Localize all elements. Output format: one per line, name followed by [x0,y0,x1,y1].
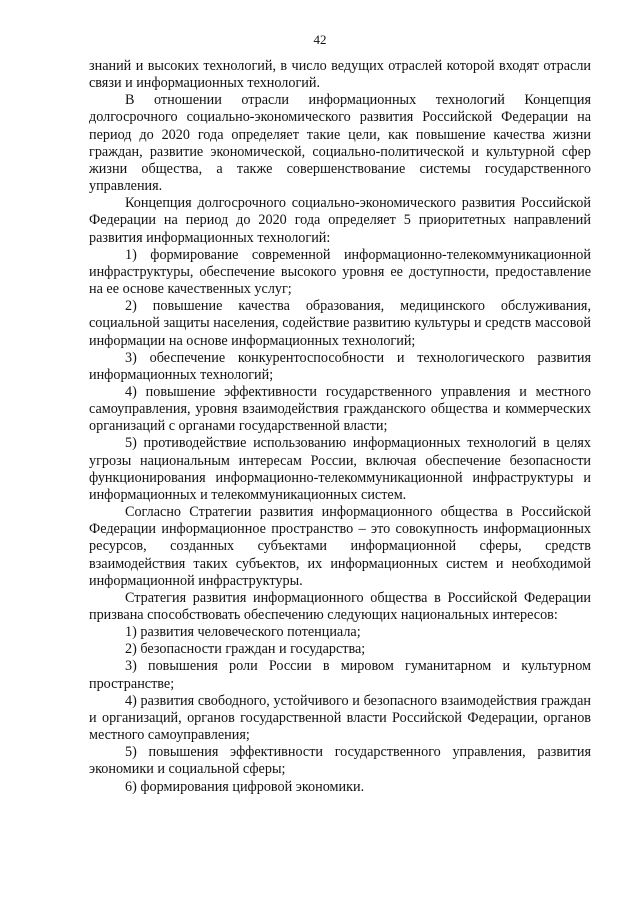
body-text [89,58,591,796]
list-item-interest-4: 4) развития свободного, устойчивого и безопасного взаимодействия граждан и организаций, органов государственной власти Российской Федерации, органов местного самоуправления; [89,692,591,744]
list-item-direction-3: 3) обеспечение конкурентоспособности и технологического развития информационных технологий; [89,349,591,383]
paragraph-information-space: Согласно Стратегии развития информационного общества в Российской Федерации информационное пространство – это совокупность информационных ресурсов, созданных субъектами информационной сферы, средств взаимодействия таких субъектов, их информационных систем и необходимой информационной инфраструктуры. [89,504,591,589]
list-item-direction-5: 5) противодействие использованию информационных технологий в целях угрозы национальным интересам России, включая обеспечение безопасности функционирования информационно-телекоммуникационной инфраструктуры и информационных и телекоммуникационных систем. [89,435,591,503]
list-item-interest-3: 3) повышения роли России в мировом гуманитарном и культурном пространстве; [89,658,591,692]
page-number: 42 [313,32,327,47]
list-item-interest-2: 2) безопасности граждан и государства; [125,641,366,658]
paragraph-intro-continuation: знаний и высоких технологий, в число ведущих отраслей которой входят отрасли связи и информационных технологий. [89,58,591,92]
list-item-interest-5: 5) повышения эффективности государственного управления, развития экономики и социальной сферы; [89,744,591,778]
paragraph-it-goals: В отношении отрасли информационных технологий Концепция долгосрочного социально-экономического развития Российской Федерации на период до 2020 года определяет такие цели, как повышение качества жизни граждан, развитие экономической, социально-политической и культурной сфер жизни общества, а также совершенствование системы государственного управления. [89,92,591,195]
list-item-direction-2: 2) повышение качества образования, медицинского обслуживания, социальной защиты населения, содействие развитию культуры и средств массовой информации на основе информационных технологий; [89,298,591,349]
list-item-interest-6: 6) формирования цифровой экономики. [125,778,365,795]
paragraph-priority-directions: Концепция долгосрочного социально-экономического развития Российской Федерации на период до 2020 года определяет 5 приоритетных направлений развития информационных технологий: [89,195,591,246]
list-item-direction-4: 4) повышение эффективности государственного управления и местного самоуправления, уровня взаимодействия гражданского общества и коммерческих организаций с органами государственной власти; [89,383,591,435]
list-item-direction-1: 1) формирование современной информационно-телекоммуникационной инфраструктуры, обеспечение высокого уровня ее доступности, предоставление на ее основе качественных услуг; [89,246,591,298]
list-item-interest-1: 1) развития человеческого потенциала; [125,624,361,641]
paragraph-national-interests: Стратегия развития информационного общества в Российской Федерации призвана способствовать обеспечению следующих национальных интересов: [89,589,591,623]
